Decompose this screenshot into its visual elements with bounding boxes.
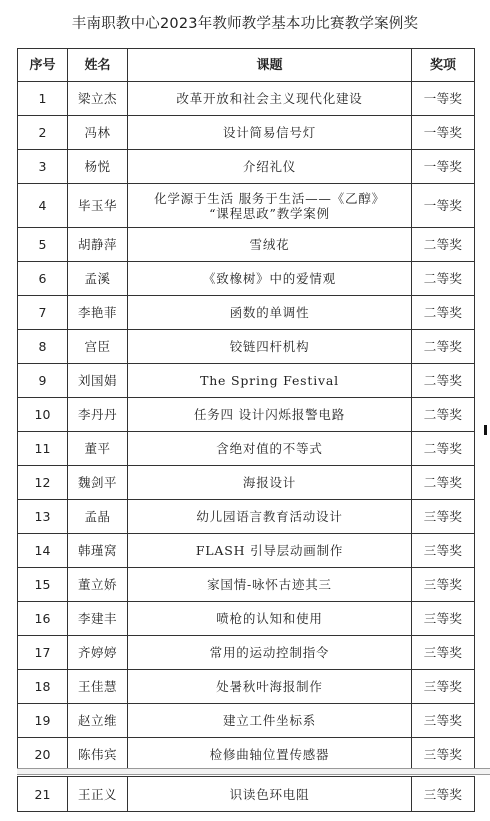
header-name: 姓名 — [68, 49, 128, 82]
cell-name: 王佳慧 — [68, 670, 128, 704]
cell-award: 二等奖 — [412, 228, 475, 262]
table-row — [18, 568, 475, 602]
cell-no: 5 — [18, 228, 68, 262]
cell-topic: 铰链四杆机构 — [128, 330, 412, 364]
cell-award: 二等奖 — [412, 262, 475, 296]
cell-no: 4 — [18, 184, 68, 228]
cell-topic: The Spring Festival — [128, 364, 412, 398]
table-row — [18, 364, 475, 398]
cell-name: 韩瑾窝 — [68, 534, 128, 568]
cell-topic-line: 化学源于生活 服务于生活——《乙醇》 — [154, 190, 385, 206]
cell-award: 三等奖 — [412, 500, 475, 534]
table-row — [18, 777, 475, 812]
cell-award: 一等奖 — [412, 150, 475, 184]
cell-award: 三等奖 — [412, 670, 475, 704]
cell-name: 董平 — [68, 432, 128, 466]
cell-award: 三等奖 — [412, 568, 475, 602]
cell-name: 李艳菲 — [68, 296, 128, 330]
awards-table — [17, 48, 475, 772]
cell-topic: 雪绒花 — [128, 228, 412, 262]
cell-name: 冯林 — [68, 116, 128, 150]
table-row — [18, 500, 475, 534]
page-break — [17, 768, 490, 775]
cell-award: 三等奖 — [412, 704, 475, 738]
cell-award: 一等奖 — [412, 116, 475, 150]
cell-name: 刘国娟 — [68, 364, 128, 398]
cell-topic: 介绍礼仪 — [128, 150, 412, 184]
cell-name: 李丹丹 — [68, 398, 128, 432]
cell-topic: 幼儿园语言教育活动设计 — [128, 500, 412, 534]
cell-topic: 《致橡树》中的爱情观 — [128, 262, 412, 296]
cell-topic — [128, 184, 412, 228]
cell-award: 三等奖 — [412, 738, 475, 772]
cell-no: 11 — [18, 432, 68, 466]
cell-award: 三等奖 — [412, 636, 475, 670]
cell-name: 宫臣 — [68, 330, 128, 364]
cell-no: 1 — [18, 82, 68, 116]
cell-no: 2 — [18, 116, 68, 150]
document-title: 丰南职教中心2023年教师教学基本功比赛教学案例奖 — [71, 16, 419, 32]
cell-no: 16 — [18, 602, 68, 636]
header-award: 奖项 — [412, 49, 475, 82]
cell-no: 7 — [18, 296, 68, 330]
cell-name: 陈伟宾 — [68, 738, 128, 772]
cell-topic: FLASH 引导层动画制作 — [128, 534, 412, 568]
table-body — [18, 82, 475, 772]
text-cursor-mark — [484, 425, 487, 435]
cell-no: 14 — [18, 534, 68, 568]
cell-no: 17 — [18, 636, 68, 670]
cell-award: 三等奖 — [412, 534, 475, 568]
cell-topic: 喷枪的认知和使用 — [128, 602, 412, 636]
table-row — [18, 82, 475, 116]
cell-award: 二等奖 — [412, 466, 475, 500]
cell-no: 10 — [18, 398, 68, 432]
table-body-continued — [18, 777, 475, 812]
awards-table-continued — [17, 776, 475, 812]
cell-no: 9 — [18, 364, 68, 398]
cell-no: 19 — [18, 704, 68, 738]
cell-award: 一等奖 — [412, 184, 475, 228]
cell-no: 12 — [18, 466, 68, 500]
table-row — [18, 116, 475, 150]
cell-name: 魏剑平 — [68, 466, 128, 500]
table-row — [18, 636, 475, 670]
cell-topic: 识读色环电阻 — [128, 777, 412, 812]
cell-topic: 函数的单调性 — [128, 296, 412, 330]
cell-no: 18 — [18, 670, 68, 704]
table-row — [18, 432, 475, 466]
table-row — [18, 398, 475, 432]
header-no: 序号 — [18, 49, 68, 82]
cell-award: 一等奖 — [412, 82, 475, 116]
cell-topic: 处暑秋叶海报制作 — [128, 670, 412, 704]
cell-topic: 设计简易信号灯 — [128, 116, 412, 150]
cell-no: 13 — [18, 500, 68, 534]
cell-topic: 常用的运动控制指令 — [128, 636, 412, 670]
cell-name: 梁立杰 — [68, 82, 128, 116]
cell-topic: 建立工件坐标系 — [128, 704, 412, 738]
cell-name: 毕玉华 — [68, 184, 128, 228]
cell-no: 8 — [18, 330, 68, 364]
table-row — [18, 228, 475, 262]
cell-award: 三等奖 — [412, 777, 475, 812]
cell-topic: 含绝对值的不等式 — [128, 432, 412, 466]
table-row — [18, 466, 475, 500]
cell-no: 21 — [18, 777, 68, 812]
cell-name: 胡静萍 — [68, 228, 128, 262]
cell-name: 孟晶 — [68, 500, 128, 534]
table-header-row — [18, 49, 475, 82]
table-row — [18, 296, 475, 330]
cell-name: 杨悦 — [68, 150, 128, 184]
cell-award: 三等奖 — [412, 602, 475, 636]
cell-no: 3 — [18, 150, 68, 184]
cell-award: 二等奖 — [412, 364, 475, 398]
cell-award: 二等奖 — [412, 296, 475, 330]
cell-name: 董立娇 — [68, 568, 128, 602]
table-row — [18, 184, 475, 228]
cell-award: 二等奖 — [412, 432, 475, 466]
cell-name: 孟溪 — [68, 262, 128, 296]
cell-name: 李建丰 — [68, 602, 128, 636]
cell-topic: 任务四 设计闪烁报警电路 — [128, 398, 412, 432]
cell-award: 二等奖 — [412, 398, 475, 432]
header-topic: 课题 — [128, 49, 412, 82]
table-row — [18, 738, 475, 772]
cell-no: 15 — [18, 568, 68, 602]
table-row — [18, 534, 475, 568]
cell-topic-line: “课程思政”教学案例 — [209, 205, 330, 221]
table-row — [18, 150, 475, 184]
cell-no: 20 — [18, 738, 68, 772]
cell-name: 齐婷婷 — [68, 636, 128, 670]
cell-name: 赵立维 — [68, 704, 128, 738]
table-row — [18, 704, 475, 738]
table-row — [18, 262, 475, 296]
table-row — [18, 330, 475, 364]
table-row — [18, 602, 475, 636]
cell-topic: 检修曲轴位置传感器 — [128, 738, 412, 772]
cell-award: 二等奖 — [412, 330, 475, 364]
cell-topic: 家国情-咏怀古迹其三 — [128, 568, 412, 602]
table-row — [18, 670, 475, 704]
cell-no: 6 — [18, 262, 68, 296]
cell-topic: 改革开放和社会主义现代化建设 — [128, 82, 412, 116]
cell-name: 王正义 — [68, 777, 128, 812]
cell-topic: 海报设计 — [128, 466, 412, 500]
